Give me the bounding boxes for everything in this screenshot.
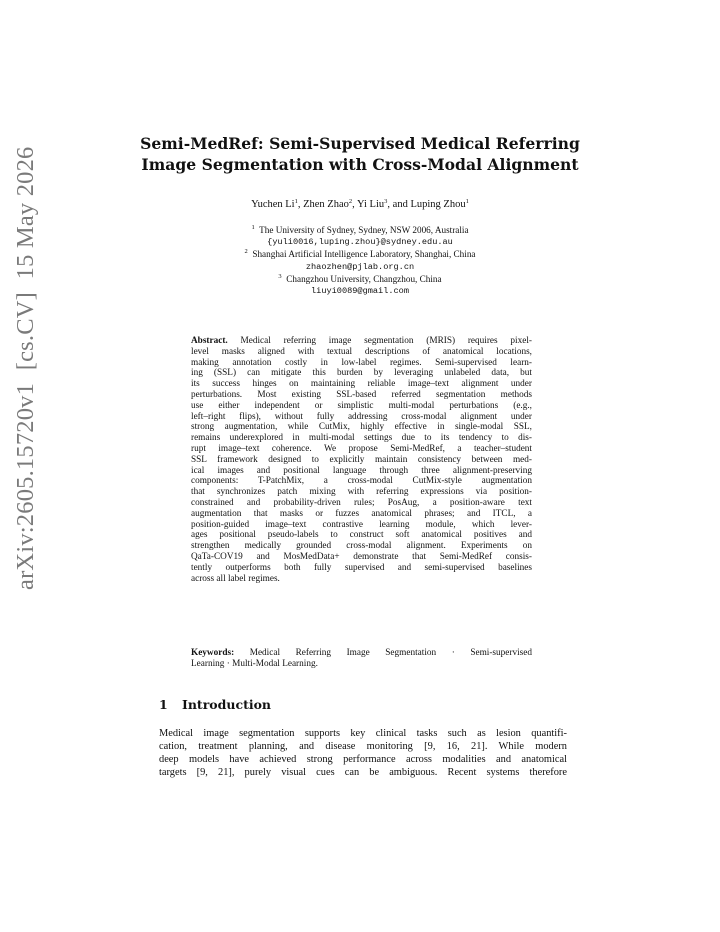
body-line: cation, treatment planning, and disease monitoring [9, 16, 21]. While modern: [159, 741, 567, 752]
abstract-line: constrained and probability-driven rules; PosAug, a position-aware text: [191, 497, 532, 508]
abstract-line: QaTa-COV19 and MosMedData+ demonstrate that Semi-MedRef consis-: [191, 551, 532, 562]
affil-email: zhaozhen@pjlab.org.cn: [305, 261, 415, 272]
author-name: Yuchen Li: [251, 199, 295, 210]
author-affil-mark: 1: [465, 198, 469, 205]
title-line: Semi-MedRef: Semi-Supervised Medical Referring: [140, 134, 580, 153]
author-affil-mark: 3: [384, 198, 388, 205]
abstract-line: ages positional pseudo-labels to construct soft anatomical positives and: [191, 530, 532, 541]
abstract-line: tently outperforms both fully supervised and semi-supervised baselines: [191, 562, 532, 573]
author-name: Luping Zhou: [410, 199, 466, 210]
abstract: [191, 336, 532, 584]
author-name: Zhen Zhao: [303, 199, 349, 210]
abstract-line: [191, 336, 532, 347]
abstract-line: ical images and positional language through three alignment-preserving: [191, 465, 532, 476]
author-name: Yi Liu: [357, 199, 385, 210]
abstract-line: left–right flips), without fully addressing cross-modal alignment under: [191, 411, 532, 422]
affil-mark: 3: [278, 272, 282, 280]
abstract-line: across all label regimes.: [191, 573, 280, 584]
affil-text: Changzhou University, Changzhou, China: [286, 273, 442, 284]
abstract-line: SSL framework designed to explicitly maintain consistency between med-: [191, 454, 532, 465]
intro-paragraph: [159, 727, 567, 779]
abstract-line: its success hinges on maintaining reliable image–text alignment under: [191, 379, 532, 390]
abstract-line: strong augmentation, while CutMix, highly effective in single-modal SSL,: [191, 422, 532, 433]
affiliation: [110, 224, 610, 236]
affil-text: The University of Sydney, Sydney, NSW 2006, Australia: [259, 225, 469, 235]
affil-email: {yuli0016,luping.zhou}@sydney.edu.au: [267, 237, 453, 248]
abstract-label: Abstract.: [191, 336, 228, 346]
abstract-line: rupt image–text coherence. We propose Semi-MedRef, a teacher–student: [191, 443, 532, 454]
arxiv-stamp: arXiv:2605.15720v1 [cs.CV] 15 May 2026: [12, 146, 39, 590]
affil-mark: 2: [244, 248, 248, 256]
affiliation: [110, 273, 610, 285]
abstract-line: augmentation that masks or fuzzes anatomical phrases; and ITCL, a: [191, 508, 532, 519]
body-line: Medical image segmentation supports key clinical tasks such as lesion quantifi-: [159, 728, 567, 739]
keywords-line: Learning · Multi-Modal Learning.: [191, 658, 318, 669]
keywords-text: Medical Referring Image Segmentation · Semi-supervised: [234, 648, 532, 658]
body-line: deep models have achieved strong performance across modalities and anatomical: [159, 754, 567, 765]
abstract-line: perturbations. Most existing SSL-based referred segmentation methods: [191, 389, 532, 400]
abstract-line: making annotation costly in low-label regimes. Semi-supervised learn-: [191, 357, 532, 368]
affil-text: Shanghai Artificial Intelligence Laboratory, Shanghai, China: [252, 249, 476, 260]
section-heading: [159, 697, 271, 712]
affiliations: [110, 224, 610, 297]
author-separator: ,: [297, 199, 304, 210]
keywords: [191, 648, 532, 670]
abstract-line: remains underexplored in multi-modal settings due to its tendency to dis-: [191, 433, 532, 444]
abstract-line: use either independent or simplistic multi-modal perturbations (e.g.,: [191, 400, 532, 411]
section-title: Introduction: [182, 697, 272, 712]
abstract-line: level masks aligned with textual descriptions of anatomical locations,: [191, 346, 532, 357]
abstract-line: position-guided image–text contrastive learning module, which lever-: [191, 519, 532, 530]
section-number: 1: [159, 697, 168, 712]
author-separator: , and: [387, 199, 411, 210]
affiliation: [110, 248, 610, 260]
abstract-line: ing (SSL) can mitigate this burden by leveraging unlabeled data, but: [191, 368, 532, 379]
author-affil-mark: 2: [348, 198, 353, 205]
abstract-line: strengthen medically grounded cross-modal alignment. Experiments on: [191, 541, 532, 552]
author-list: [110, 199, 610, 210]
affil-mark: 1: [251, 224, 255, 231]
affil-email: liuyi0089@gmail.com: [311, 286, 409, 297]
abstract-line: components: T-PatchMix, a cross-modal CutMix-style augmentation: [191, 476, 532, 487]
keywords-label: Keywords:: [191, 648, 235, 658]
title-line: Image Segmentation with Cross-Modal Alignment: [141, 155, 579, 174]
body-line: targets [9, 21], purely visual cues can be ambiguous. Recent systems therefore: [159, 767, 567, 778]
keywords-line: [191, 648, 532, 659]
author-affil-mark: 1: [294, 198, 298, 205]
paper-title: [110, 133, 610, 175]
abstract-text: Medical referring image segmentation (MRIS) requires pixel-: [227, 336, 532, 346]
author-separator: ,: [352, 199, 358, 210]
abstract-line: that synchronizes patch mixing with referring expressions via position-: [191, 487, 532, 498]
